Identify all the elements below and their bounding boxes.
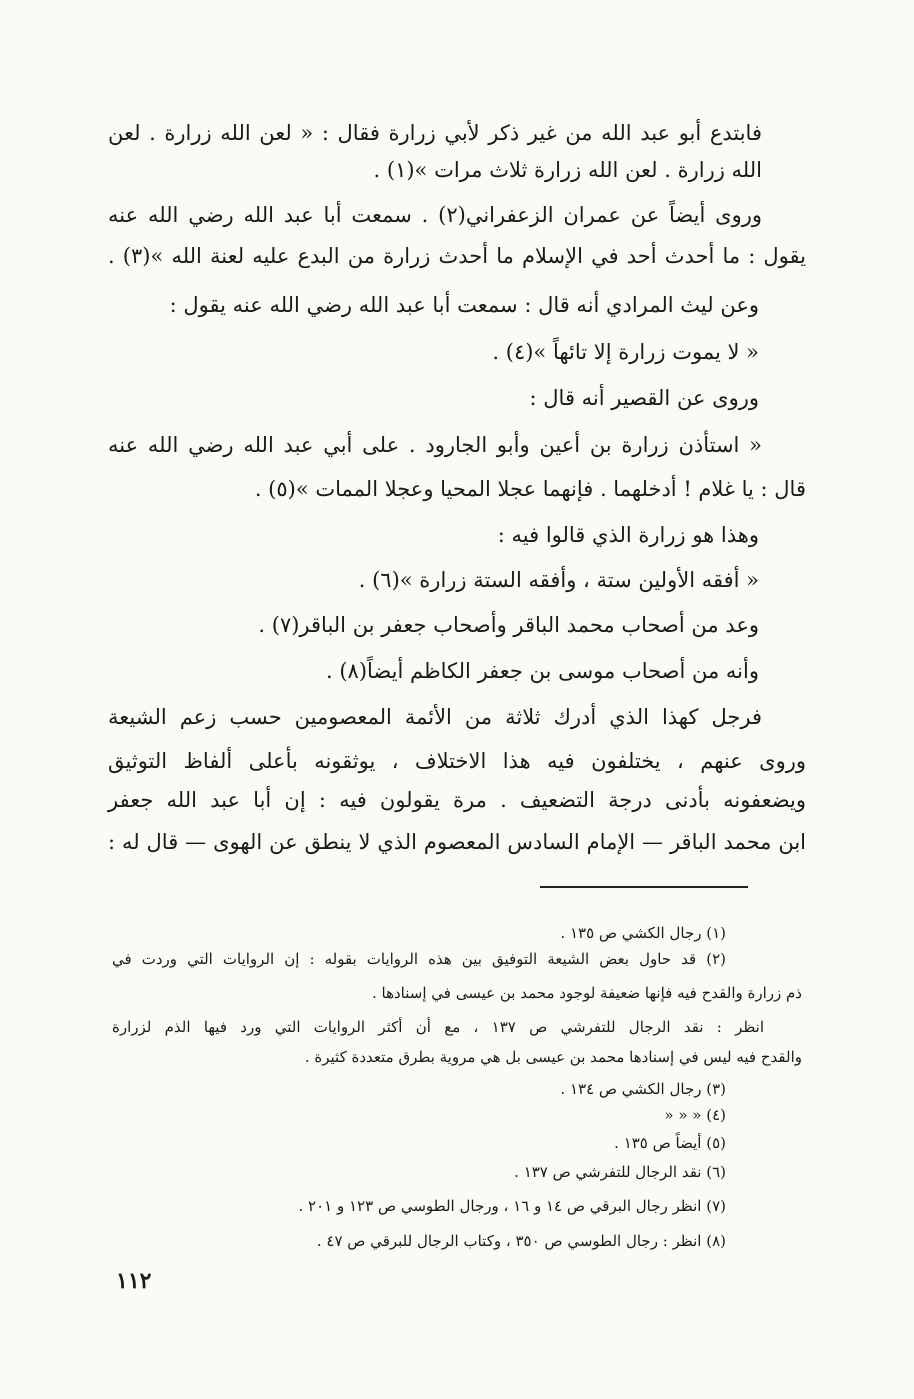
body-line-11: « أفقه الأولين ستة ، وأفقه الستة زرارة »(٦) . <box>358 568 759 592</box>
footnote-2-see-cont: والقدح فيه ليس في إسنادها محمد بن عيسى بل هي مروية بطرق متعددة كثيرة . <box>304 1048 802 1066</box>
footnote-4: (٤) « « « <box>664 1106 726 1124</box>
footnote-2-see: انظر : نقد الرجال للتفرشي ص ١٣٧ ، مع أن أكثر الروايات التي ورد فيها الذم لزرارة <box>112 1018 765 1036</box>
body-line-12: وعد من أصحاب محمد الباقر وأصحاب جعفر بن الباقر(٧) . <box>258 613 759 637</box>
footnote-2: (٢) قد حاول بعض الشيعة التوفيق بين هذه الروايات بقوله : إن الروايات التي وردت في <box>112 950 726 968</box>
body-line-3: وروى أيضاً عن عمران الزعفراني(٢) . سمعت أبا عبد الله رضي الله عنه <box>108 203 762 227</box>
footnote-separator <box>540 886 748 888</box>
footnote-2-cont: ذم زرارة والقدح فيه فإنها ضعيفة لوجود محمد بن عيسى في إسنادها . <box>371 984 802 1002</box>
body-line-5: وعن ليث المرادي أنه قال : سمعت أبا عبد الله رضي الله عنه يقول : <box>169 293 759 317</box>
footnote-8: (٨) انظر : رجال الطوسي ص ٣٥٠ ، وكتاب الرجال للبرقي ص ٤٧ . <box>316 1232 726 1250</box>
body-line-10: وهذا هو زرارة الذي قالوا فيه : <box>497 523 759 547</box>
footnote-7: (٧) انظر رجال البرقي ص ١٤ و ١٦ ، ورجال الطوسي ص ١٢٣ و ٢٠١ . <box>298 1197 726 1215</box>
page-number: ١١٢ <box>116 1268 152 1294</box>
footnote-5: (٥) أيضاً ص ١٣٥ . <box>614 1134 726 1152</box>
body-line-15: وروى عنهم ، يختلفون فيه هذا الاختلاف ، يوثقونه بأعلى ألفاظ التوثيق <box>108 749 806 773</box>
body-line-16: ويضعفونه بأدنى درجة التضعيف . مرة يقولون فيه : إن أبا عبد الله جعفر <box>108 788 806 812</box>
body-line-4: يقول : ما أحدث أحد في الإسلام ما أحدث زرارة من البدع عليه لعنة الله »(٣) . <box>108 244 806 268</box>
footnote-6: (٦) نقد الرجال للتفرشي ص ١٣٧ . <box>514 1163 726 1181</box>
body-line-2: الله زرارة . لعن الله زرارة ثلاث مرات »(١) . <box>373 158 762 182</box>
footnote-1: (١) رجال الكشي ص ١٣٥ . <box>560 924 726 942</box>
body-line-9: قال : يا غلام ! أدخلهما . فإنهما عجلا المحيا وعجلا الممات »(٥) . <box>254 477 806 501</box>
body-line-17: ابن محمد الباقر — الإمام السادس المعصوم الذي لا ينطق عن الهوى — قال له : <box>108 830 806 854</box>
body-line-1: فابتدع أبو عبد الله من غير ذكر لأبي زرارة فقال : « لعن الله زرارة . لعن <box>108 121 762 145</box>
footnote-3: (٣) رجال الكشي ص ١٣٤ . <box>560 1080 726 1098</box>
body-line-13: وأنه من أصحاب موسى بن جعفر الكاظم أيضاً(٨) . <box>325 659 759 683</box>
body-line-8: « استأذن زرارة بن أعين وأبو الجارود . على أبي عبد الله رضي الله عنه <box>108 433 762 457</box>
body-line-14: فرجل كهذا الذي أدرك ثلاثة من الأئمة المعصومين حسب زعم الشيعة <box>108 705 762 729</box>
body-line-7: وروى عن القصير أنه قال : <box>529 386 759 410</box>
body-line-6: « لا يموت زرارة إلا تائهاً »(٤) . <box>492 340 759 364</box>
